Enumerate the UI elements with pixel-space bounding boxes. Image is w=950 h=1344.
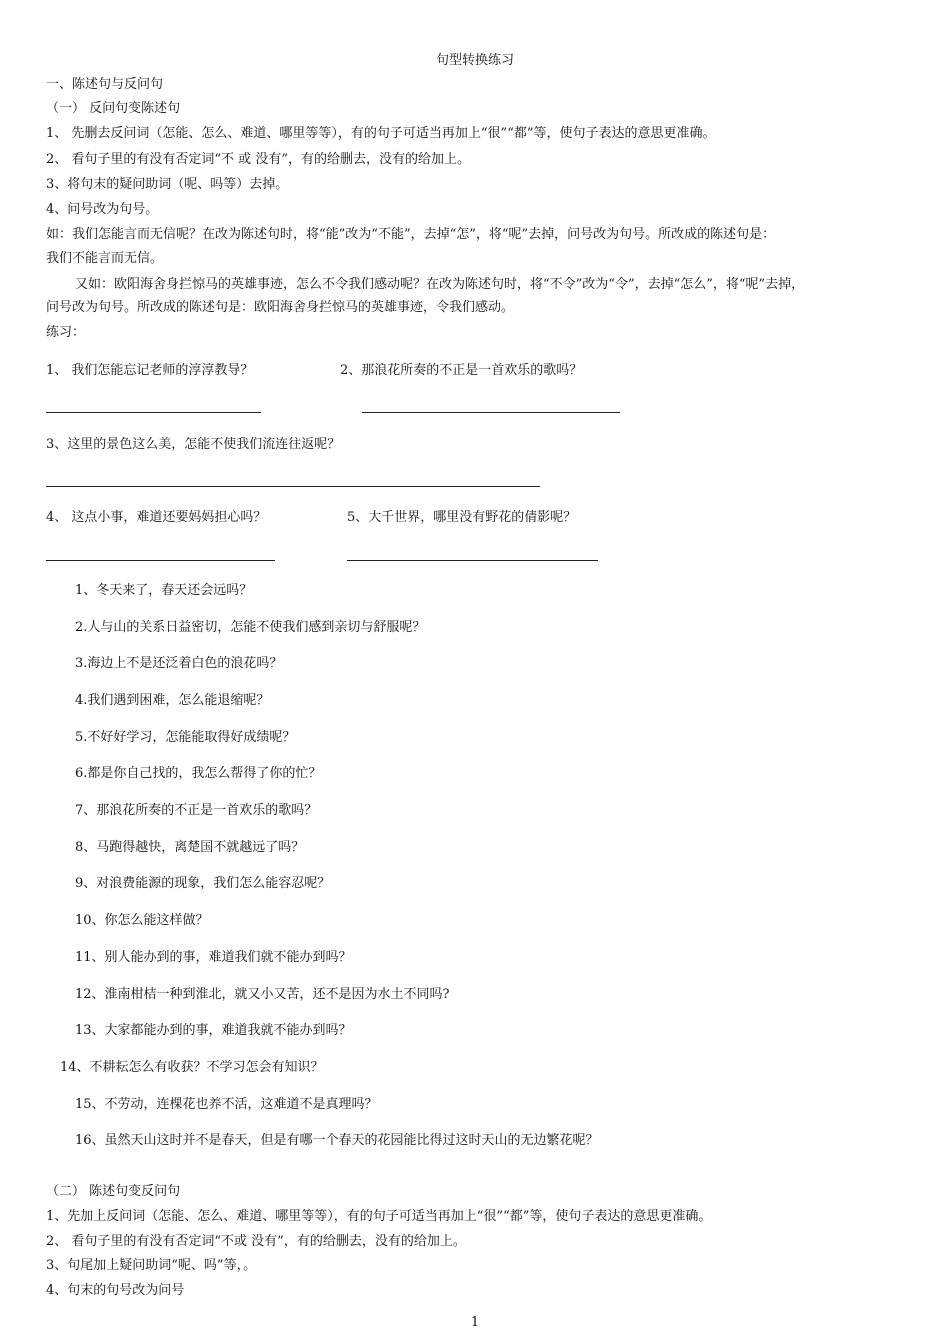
rule-2: 2、 看句子里的有没有否定词“不 或 没有”，有的给删去，没有的给加上。 [46, 152, 470, 167]
list-item: 9、对浪费能源的现象，我们怎么能容忍呢？ [75, 876, 331, 891]
list-item: 14、不耕耘怎么有收获？不学习怎会有知识？ [60, 1060, 324, 1075]
rule-2-1: 1、先加上反问词（怎能、怎么、难道、哪里等等），有的句子可适当再加上“很”“都”等，使句子表达的意思更准确。 [46, 1209, 712, 1224]
example-2-line-1: 又如：欧阳海舍身拦惊马的英雄事迹，怎么不令我们感动呢？在改为陈述句时，将“不令”改为“令”，去掉“怎么”，将“呢”去掉， [75, 277, 805, 292]
list-item: 5.不好好学习，怎能能取得好成绩呢？ [75, 730, 296, 745]
example-2-line-2: 问号改为句号。所改成的陈述句是：欧阳海舍身拦惊马的英雄事迹，令我们感动。 [46, 300, 515, 315]
list-item: 10、你怎么能这样做？ [75, 913, 209, 928]
rule-3: 3、将句末的疑问助词（呢、吗等）去掉。 [46, 177, 289, 192]
exercise-5: 5、大千世界，哪里没有野花的倩影呢？ [347, 510, 577, 525]
list-item: 7、那浪花所奏的不正是一首欢乐的歌吗？ [75, 803, 318, 818]
sub-heading: （一） 反问句变陈述句 [46, 101, 181, 116]
exercise-1: 1、 我们怎能忘记老师的淳淳教导？ [46, 363, 254, 378]
rule-1: 1、 先删去反问词（怎能、怎么、难道、哪里等等），有的句子可适当再加上“很”“都”等，使句子表达的意思更准确。 [46, 126, 716, 141]
list-item: 1、冬天来了，春天还会远吗？ [75, 583, 253, 598]
list-item: 8、马跑得越快，离楚国不就越远了吗？ [75, 840, 305, 855]
answer-line-2[interactable] [362, 412, 620, 413]
exercise-4: 4、 这点小事，难道还要妈妈担心吗？ [46, 510, 267, 525]
example-1-line-2: 我们不能言而无信。 [46, 251, 164, 266]
list-item: 3.海边上不是还泛着白色的浪花吗？ [75, 656, 283, 671]
rule-2-2: 2、 看句子里的有没有否定词“不或 没有”，有的给删去，没有的给加上。 [46, 1234, 466, 1249]
section-heading: 一、陈述句与反问句 [46, 77, 164, 92]
sub-heading-2: （二） 陈述句变反问句 [46, 1184, 181, 1199]
answer-line-3[interactable] [46, 486, 540, 487]
practice-label: 练习： [46, 325, 86, 340]
list-item: 12、淮南柑桔一种到淮北，就又小又苦，还不是因为水土不同吗? [75, 987, 450, 1002]
exercise-2: 2、那浪花所奏的不正是一首欢乐的歌吗？ [340, 363, 583, 378]
list-item: 2.人与山的关系日益密切，怎能不使我们感到亲切与舒服呢？ [75, 620, 426, 635]
answer-line-5[interactable] [347, 560, 598, 561]
rule-4: 4、问号改为句号。 [46, 202, 159, 217]
answer-line-4[interactable] [46, 560, 275, 561]
example-1-line-1: 如：我们怎能言而无信呢？在改为陈述句时，将“能”改为“不能”，去掉“怎”，将“呢”去掉，问号改为句号。所改成的陈述句是： [46, 227, 776, 242]
answer-line-1[interactable] [46, 412, 261, 413]
list-item: 15、不劳动，连棵花也养不活，这难道不是真理吗？ [75, 1097, 378, 1112]
exercise-3: 3、这里的景色这么美，怎能不使我们流连往返呢？ [46, 437, 341, 452]
list-item: 11、别人能办到的事，难道我们就不能办到吗？ [75, 950, 352, 965]
rule-2-3: 3、句尾加上疑问助词“呢、吗”等，。 [46, 1258, 257, 1273]
page-number: 1 [470, 1315, 480, 1330]
list-item: 4.我们遇到困难，怎么能退缩呢？ [75, 693, 270, 708]
list-item: 16、虽然天山这时并不是春天，但是有哪一个春天的花园能比得过这时天山的无边繁花呢？ [75, 1133, 599, 1148]
list-item: 13、大家都能办到的事，难道我就不能办到吗？ [75, 1023, 352, 1038]
page-title: 句型转换练习 [435, 53, 514, 68]
rule-2-4: 4、句末的句号改为问号 [46, 1283, 185, 1298]
list-item: 6.都是你自己找的，我怎么帮得了你的忙？ [75, 766, 322, 781]
